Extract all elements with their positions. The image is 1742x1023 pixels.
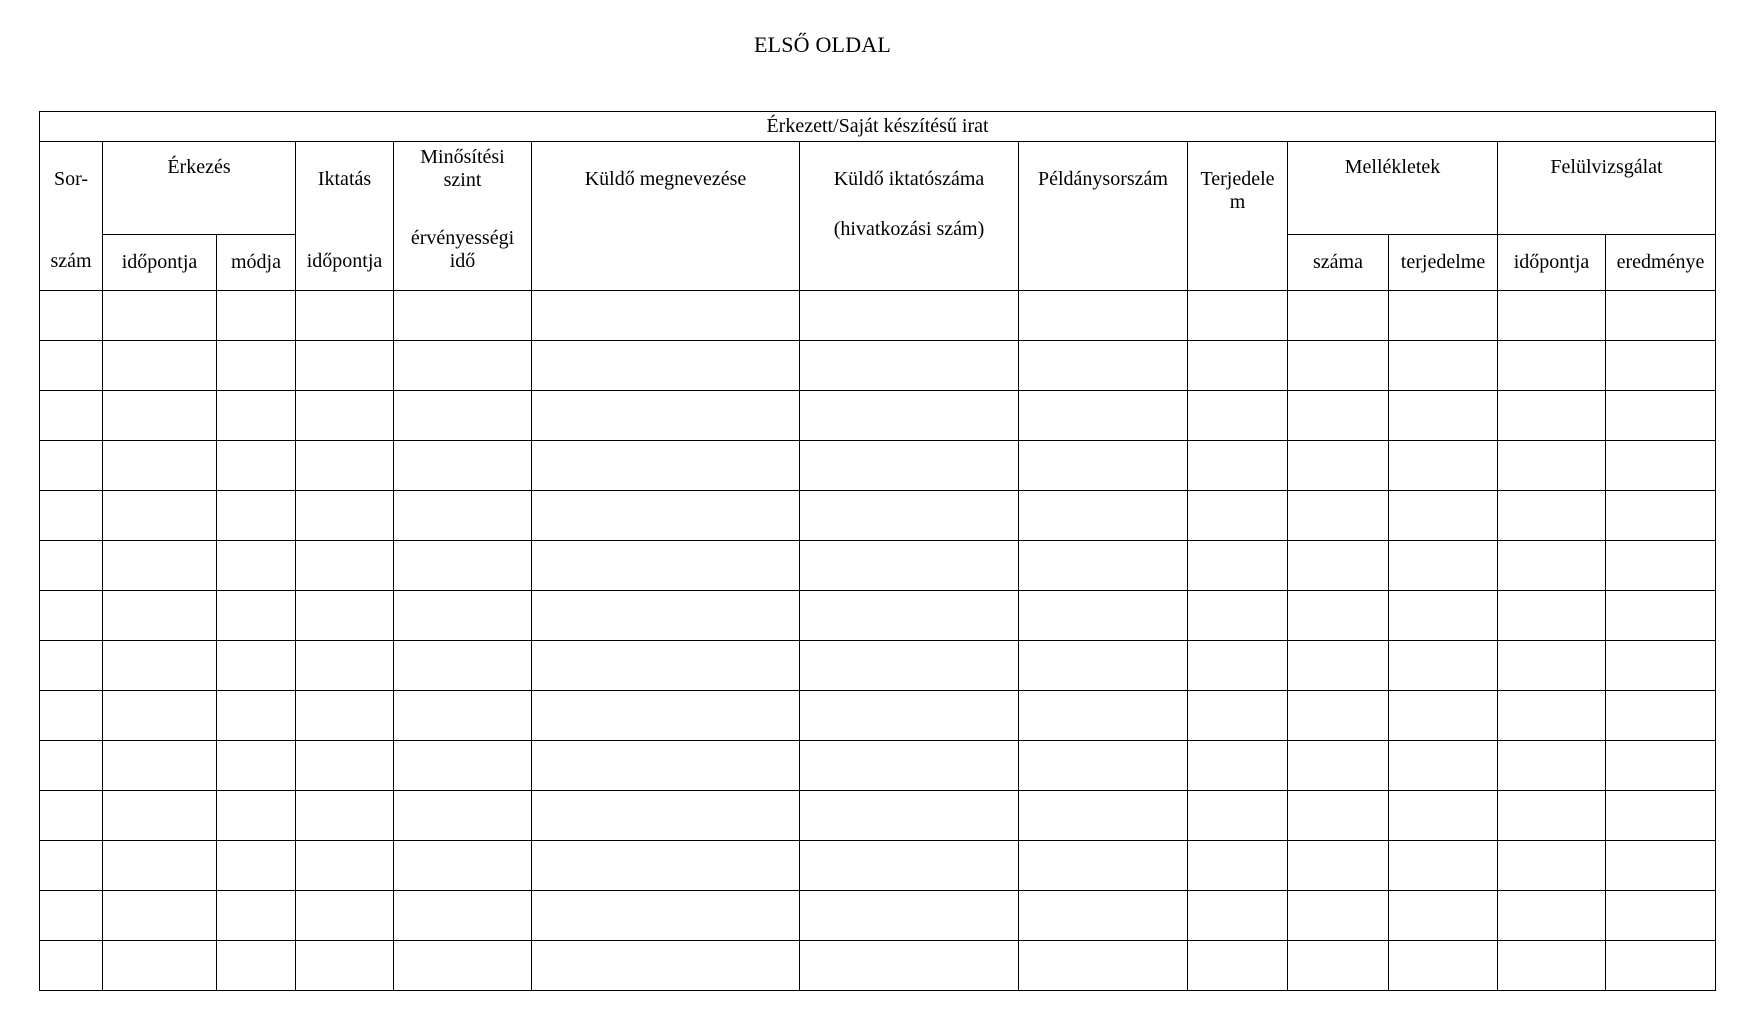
table-cell[interactable] xyxy=(217,791,296,841)
table-cell[interactable] xyxy=(800,341,1019,391)
table-cell[interactable] xyxy=(217,441,296,491)
table-cell[interactable] xyxy=(532,341,800,391)
table-row xyxy=(40,941,1716,991)
header-row-1 xyxy=(40,142,1716,235)
table-cell[interactable] xyxy=(1188,541,1288,591)
table-cell[interactable] xyxy=(1188,441,1288,491)
table-cell[interactable] xyxy=(1288,691,1389,741)
header-minositesi xyxy=(394,142,532,291)
table-cell[interactable] xyxy=(394,541,532,591)
table-cell[interactable] xyxy=(1389,491,1498,541)
table-cell[interactable] xyxy=(532,641,800,691)
table-cell[interactable] xyxy=(1188,941,1288,991)
table-cell[interactable] xyxy=(40,641,103,691)
table-row xyxy=(40,591,1716,641)
table-cell[interactable] xyxy=(532,591,800,641)
table-cell[interactable] xyxy=(800,291,1019,341)
table-cell[interactable] xyxy=(217,541,296,591)
table-cell[interactable] xyxy=(40,791,103,841)
header-terjedelem xyxy=(1188,142,1288,291)
table-cell[interactable] xyxy=(296,691,394,741)
header-peldanysorszam: Példánysorszám xyxy=(1019,142,1188,291)
table-cell[interactable] xyxy=(1389,541,1498,591)
table-cell[interactable] xyxy=(394,491,532,541)
table-cell[interactable] xyxy=(1288,591,1389,641)
table-cell[interactable] xyxy=(1498,341,1606,391)
table-cell[interactable] xyxy=(1188,491,1288,541)
table-cell[interactable] xyxy=(1019,541,1188,591)
table-cell[interactable] xyxy=(1498,641,1606,691)
table-cell[interactable] xyxy=(296,441,394,491)
table-cell[interactable] xyxy=(103,841,217,891)
table-cell[interactable] xyxy=(1288,891,1389,941)
table-cell[interactable] xyxy=(217,491,296,541)
table-cell[interactable] xyxy=(217,741,296,791)
table-cell[interactable] xyxy=(1389,391,1498,441)
table-banner: Érkezett/Saját készítésű irat xyxy=(40,112,1716,142)
table-cell[interactable] xyxy=(394,441,532,491)
table-cell[interactable] xyxy=(394,341,532,391)
table-cell[interactable] xyxy=(1019,841,1188,891)
table-cell[interactable] xyxy=(40,841,103,891)
table-cell[interactable] xyxy=(1288,541,1389,591)
table-cell[interactable] xyxy=(103,791,217,841)
header-kuldo-megnevezese: Küldő megnevezése xyxy=(532,142,800,291)
table-cell[interactable] xyxy=(1389,591,1498,641)
table-cell[interactable] xyxy=(1606,441,1716,491)
table-cell[interactable] xyxy=(394,841,532,891)
table-cell[interactable] xyxy=(394,691,532,741)
table-cell[interactable] xyxy=(1019,441,1188,491)
header-sorszam xyxy=(40,142,103,291)
table-cell[interactable] xyxy=(217,291,296,341)
table-cell[interactable] xyxy=(103,541,217,591)
table-cell[interactable] xyxy=(103,741,217,791)
table-cell[interactable] xyxy=(1188,391,1288,441)
header-erkezes-modja: módja xyxy=(217,235,296,291)
table-cell[interactable] xyxy=(1498,941,1606,991)
table-cell[interactable] xyxy=(1498,791,1606,841)
table-cell[interactable] xyxy=(1498,841,1606,891)
header-kuldo-iktatoszama xyxy=(800,142,1019,291)
table-cell[interactable] xyxy=(1288,791,1389,841)
table-cell[interactable] xyxy=(532,391,800,441)
table-cell[interactable] xyxy=(1389,741,1498,791)
table-cell[interactable] xyxy=(1606,691,1716,741)
table-cell[interactable] xyxy=(103,941,217,991)
table-cell[interactable] xyxy=(296,941,394,991)
table-cell[interactable] xyxy=(1019,391,1188,441)
table-cell[interactable] xyxy=(40,891,103,941)
table-cell[interactable] xyxy=(103,391,217,441)
table-cell[interactable] xyxy=(1288,941,1389,991)
table-cell[interactable] xyxy=(217,391,296,441)
header-felulvizsgalat-idopontja: időpontja xyxy=(1498,235,1606,291)
table-cell[interactable] xyxy=(1019,691,1188,741)
table-row xyxy=(40,491,1716,541)
table-cell[interactable] xyxy=(1498,491,1606,541)
table-row xyxy=(40,841,1716,891)
header-sorszam-bottom: szám xyxy=(50,250,92,272)
table-cell[interactable] xyxy=(800,591,1019,641)
table-cell[interactable] xyxy=(1498,591,1606,641)
table-cell[interactable] xyxy=(217,591,296,641)
table-row xyxy=(40,691,1716,741)
table-row xyxy=(40,741,1716,791)
table-cell[interactable] xyxy=(1188,591,1288,641)
header-terjedelem-1: Terjedele xyxy=(1200,168,1275,190)
table-cell[interactable] xyxy=(1606,741,1716,791)
table-cell[interactable] xyxy=(1389,791,1498,841)
table-cell[interactable] xyxy=(1498,541,1606,591)
table-cell[interactable] xyxy=(1188,291,1288,341)
table-cell[interactable] xyxy=(800,441,1019,491)
header-minositesi-top-2: szint xyxy=(443,169,482,191)
table-cell[interactable] xyxy=(532,691,800,741)
table-cell[interactable] xyxy=(1188,641,1288,691)
table-cell[interactable] xyxy=(1019,591,1188,641)
table-cell[interactable] xyxy=(1606,641,1716,691)
header-iktatas-bottom: időpontja xyxy=(306,250,383,272)
header-terjedelem-2: m xyxy=(1229,191,1246,213)
table-cell[interactable] xyxy=(296,491,394,541)
table-cell[interactable] xyxy=(1498,441,1606,491)
table-cell[interactable] xyxy=(40,341,103,391)
table-cell[interactable] xyxy=(40,591,103,641)
table-cell[interactable] xyxy=(40,741,103,791)
table-cell[interactable] xyxy=(103,591,217,641)
table-cell[interactable] xyxy=(1606,291,1716,341)
table-cell[interactable] xyxy=(1019,491,1188,541)
table-cell[interactable] xyxy=(296,391,394,441)
table-cell[interactable] xyxy=(296,791,394,841)
header-mellekletek-terjedelme: terjedelme xyxy=(1389,235,1498,291)
table-cell[interactable] xyxy=(1606,541,1716,591)
table-cell[interactable] xyxy=(1019,891,1188,941)
table-cell[interactable] xyxy=(394,641,532,691)
table-cell[interactable] xyxy=(800,491,1019,541)
table-cell[interactable] xyxy=(1389,941,1498,991)
table-cell[interactable] xyxy=(1389,691,1498,741)
table-cell[interactable] xyxy=(800,891,1019,941)
table-cell[interactable] xyxy=(394,291,532,341)
table-cell[interactable] xyxy=(296,291,394,341)
table-cell[interactable] xyxy=(103,341,217,391)
table-row xyxy=(40,791,1716,841)
table-cell[interactable] xyxy=(1188,341,1288,391)
table-cell[interactable] xyxy=(1019,791,1188,841)
table-cell[interactable] xyxy=(40,391,103,441)
table-cell[interactable] xyxy=(800,841,1019,891)
table-cell[interactable] xyxy=(1288,741,1389,791)
header-minositesi-bottom-2: idő xyxy=(449,250,476,272)
banner-row xyxy=(40,112,1716,142)
header-sorszam-top: Sor- xyxy=(53,168,89,190)
header-mellekletek: Mellékletek xyxy=(1288,142,1498,235)
table-cell[interactable] xyxy=(103,641,217,691)
table-cell[interactable] xyxy=(1288,391,1389,441)
header-erkezes: Érkezés xyxy=(103,142,296,235)
table-cell[interactable] xyxy=(800,641,1019,691)
table-cell[interactable] xyxy=(1288,841,1389,891)
table-cell[interactable] xyxy=(103,891,217,941)
table-cell[interactable] xyxy=(532,741,800,791)
header-felulvizsgalat-eredmenye: eredménye xyxy=(1606,235,1716,291)
table-cell[interactable] xyxy=(1019,741,1188,791)
table-cell[interactable] xyxy=(1288,441,1389,491)
table-cell[interactable] xyxy=(217,341,296,391)
header-felulvizsgalat: Felülvizsgálat xyxy=(1498,142,1716,235)
table-row xyxy=(40,341,1716,391)
table-cell[interactable] xyxy=(394,791,532,841)
page-title: ELSŐ OLDAL xyxy=(753,32,892,57)
table-cell[interactable] xyxy=(40,491,103,541)
header-minositesi-top-1: Minősítési xyxy=(420,146,505,168)
table-cell[interactable] xyxy=(800,391,1019,441)
table-cell[interactable] xyxy=(1498,291,1606,341)
table-cell[interactable] xyxy=(1288,641,1389,691)
table-row xyxy=(40,891,1716,941)
table-cell[interactable] xyxy=(800,541,1019,591)
table-cell[interactable] xyxy=(1288,291,1389,341)
table-cell[interactable] xyxy=(1288,491,1389,541)
table-cell[interactable] xyxy=(1188,841,1288,891)
table-cell[interactable] xyxy=(1389,291,1498,341)
table-row xyxy=(40,291,1716,341)
header-minositesi-bottom-1: érvényességi xyxy=(410,227,515,249)
table-row xyxy=(40,541,1716,591)
table-cell[interactable] xyxy=(394,741,532,791)
table-cell[interactable] xyxy=(217,641,296,691)
table-cell[interactable] xyxy=(103,291,217,341)
table-cell[interactable] xyxy=(217,691,296,741)
table-cell[interactable] xyxy=(1188,891,1288,941)
table-cell[interactable] xyxy=(1188,791,1288,841)
table-cell[interactable] xyxy=(1188,691,1288,741)
table-cell[interactable] xyxy=(296,891,394,941)
table-body xyxy=(40,291,1716,991)
table-cell[interactable] xyxy=(1606,591,1716,641)
table-cell[interactable] xyxy=(217,891,296,941)
table-cell[interactable] xyxy=(1019,341,1188,391)
table-cell[interactable] xyxy=(40,941,103,991)
table-row xyxy=(40,391,1716,441)
table-cell[interactable] xyxy=(1498,691,1606,741)
header-mellekletek-szama: száma xyxy=(1288,235,1389,291)
table-cell[interactable] xyxy=(1606,391,1716,441)
table-cell[interactable] xyxy=(40,441,103,491)
table-cell[interactable] xyxy=(1019,941,1188,991)
table-cell[interactable] xyxy=(532,541,800,591)
table-cell[interactable] xyxy=(1288,341,1389,391)
table-cell[interactable] xyxy=(103,441,217,491)
table-cell[interactable] xyxy=(296,741,394,791)
table-cell[interactable] xyxy=(296,641,394,691)
table-cell[interactable] xyxy=(296,541,394,591)
table-cell[interactable] xyxy=(532,291,800,341)
table-cell[interactable] xyxy=(1498,741,1606,791)
header-iktatas-top: Iktatás xyxy=(317,168,372,190)
header-erkezes-idopontja: időpontja xyxy=(103,235,217,291)
table-cell[interactable] xyxy=(1606,491,1716,541)
table-cell[interactable] xyxy=(800,741,1019,791)
table-cell[interactable] xyxy=(40,541,103,591)
table-cell[interactable] xyxy=(1389,441,1498,491)
table-cell[interactable] xyxy=(296,591,394,641)
table-cell[interactable] xyxy=(394,941,532,991)
table-cell[interactable] xyxy=(1188,741,1288,791)
table-cell[interactable] xyxy=(1606,941,1716,991)
table-row xyxy=(40,641,1716,691)
table-cell[interactable] xyxy=(296,341,394,391)
table-cell[interactable] xyxy=(1606,341,1716,391)
header-iktatas xyxy=(296,142,394,291)
table-cell[interactable] xyxy=(532,441,800,491)
table-cell[interactable] xyxy=(217,941,296,991)
table-cell[interactable] xyxy=(532,941,800,991)
table-cell[interactable] xyxy=(103,691,217,741)
table-cell[interactable] xyxy=(394,591,532,641)
table-cell[interactable] xyxy=(40,691,103,741)
table-cell[interactable] xyxy=(40,291,103,341)
table-cell[interactable] xyxy=(532,841,800,891)
header-hivatkozasi-szam: (hivatkozási szám) xyxy=(833,218,985,240)
table-cell[interactable] xyxy=(800,941,1019,991)
table-cell[interactable] xyxy=(217,841,296,891)
table-cell[interactable] xyxy=(800,791,1019,841)
table-cell[interactable] xyxy=(1389,891,1498,941)
table-row xyxy=(40,441,1716,491)
table-cell[interactable] xyxy=(296,841,394,891)
table-cell[interactable] xyxy=(1606,791,1716,841)
table-cell[interactable] xyxy=(1498,891,1606,941)
table-cell[interactable] xyxy=(1389,641,1498,691)
table-cell[interactable] xyxy=(394,391,532,441)
table-cell[interactable] xyxy=(1389,841,1498,891)
table-cell[interactable] xyxy=(532,491,800,541)
table-cell[interactable] xyxy=(1019,291,1188,341)
table-cell[interactable] xyxy=(800,691,1019,741)
register-table xyxy=(39,111,1716,991)
table-cell[interactable] xyxy=(1389,341,1498,391)
table-cell[interactable] xyxy=(532,791,800,841)
table-cell[interactable] xyxy=(1498,391,1606,441)
table-cell[interactable] xyxy=(532,891,800,941)
table-cell[interactable] xyxy=(394,891,532,941)
table-cell[interactable] xyxy=(1606,891,1716,941)
header-kuldo-iktatoszama-label: Küldő iktatószáma xyxy=(833,168,985,190)
table-cell[interactable] xyxy=(1606,841,1716,891)
table-cell[interactable] xyxy=(1019,641,1188,691)
table-cell[interactable] xyxy=(103,491,217,541)
